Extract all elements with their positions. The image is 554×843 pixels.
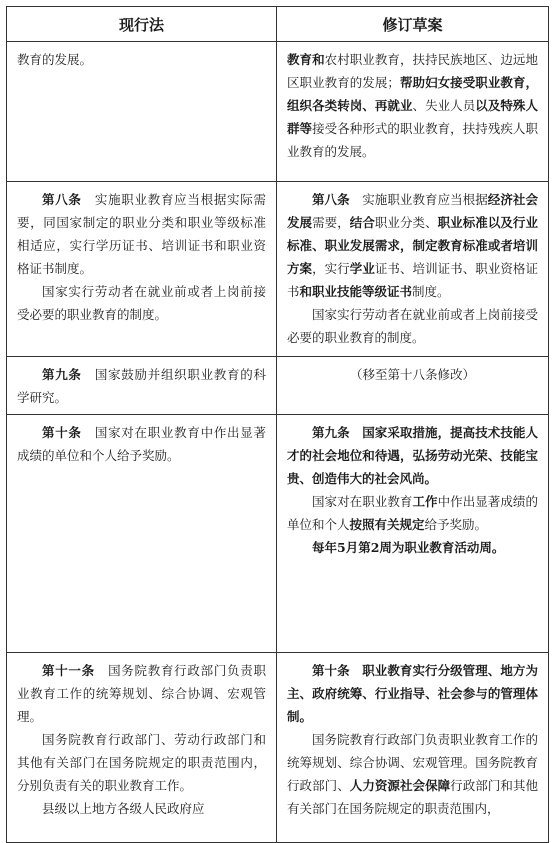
clause-text: 国务院教育行政部门、劳动行政部门和其他有关部门在国务院规定的职责范围内，分别负责有关的职业教育工作。 [17, 732, 266, 793]
clause-text: 国家对在职业教育 [312, 494, 413, 509]
clause-text: 中作出显著成绩的单位和个人 [287, 494, 538, 532]
clause-paragraph [17, 728, 266, 797]
clause-text: ，实行 [312, 261, 350, 276]
clause-paragraph [287, 421, 538, 490]
clause-text: 接受各种形式的职业教育，扶持残疾人职业教育的发展。 [287, 121, 538, 159]
revised-text-bold: 职业标准以及行业标准、职业发展需求，制定教育标准或者培训方案 [287, 215, 538, 276]
clause-paragraph [17, 280, 266, 326]
revised-text-bold: 第九条 [312, 425, 350, 440]
revised-text-bold: 第十条 [312, 663, 350, 678]
revised-text-bold: 第八条 [312, 192, 350, 207]
table-row [7, 182, 549, 357]
revised-text-bold: 学业 [349, 261, 375, 276]
header-current-law: 现行法 [7, 7, 277, 42]
clause-text: 农村职业教育，扶持民族地区、边远地区职业教育的发展； [287, 52, 538, 90]
clause-text: 教育的发展。 [17, 52, 93, 67]
clause-text: 国家实行劳动者在就业前或者上岗前接受必要的职业教育的制度。 [17, 284, 266, 322]
table-row [7, 415, 549, 653]
revised-text-bold: 结合 [349, 215, 375, 230]
clause-text: （移至第十八条修改） [349, 367, 475, 382]
revised-text-bold: 每年5月第2周为职业教育活动周。 [312, 540, 505, 555]
comparison-table [6, 6, 549, 843]
clause-text: 需要， [312, 215, 350, 230]
revised-text-bold: 教育和 [287, 52, 325, 67]
clause-paragraph [287, 303, 538, 349]
revised-draft-cell [277, 653, 549, 843]
revised-text-bold: 第十条 [42, 425, 82, 440]
revised-text-bold: 和职业技能等级证书 [299, 284, 413, 299]
clause-text: 国务院教育行政部门负责职业教育工作的统筹规划、综合协调、宏观管理。 [17, 663, 266, 724]
table-header-row [7, 7, 549, 42]
clause-text: 给予奖励。 [424, 517, 488, 532]
clause-paragraph [287, 490, 538, 536]
table-row [7, 653, 549, 843]
clause-text: 证书、培训证书、职业资格证书 [287, 261, 538, 299]
revised-text-bold: 第九条 [42, 367, 82, 382]
revised-text-bold: 按照有关规定 [349, 517, 425, 532]
clause-paragraph [287, 363, 538, 386]
revised-text-bold: 第八条 [42, 192, 82, 207]
revised-text-bold: 国家采取措施，提高技术技能人才的社会地位和待遇，弘扬劳动光荣、技能宝贵、创造伟大的社会风尚。 [287, 425, 538, 486]
revised-text-bold: 帮助妇女接受职业教育，组织 [287, 75, 538, 113]
clause-text: 职业分类、 [374, 215, 438, 230]
clause-text: 国务院教育行政部门负责职业教育工作的统筹规划、综合协调、宏观管理。国务院教育行政部门、 [287, 732, 538, 793]
revised-text-bold: 各类转岗、再就业 [312, 98, 413, 113]
clause-paragraph [287, 659, 538, 728]
clause-paragraph [287, 728, 538, 820]
current-law-cell [7, 415, 277, 653]
clause-paragraph [17, 48, 266, 71]
current-law-cell [7, 653, 277, 843]
clause-text: 行政部门和其他有关部门在国务院规定的职责范围内， [287, 778, 538, 816]
revised-text-bold: 工作 [412, 494, 438, 509]
revised-text-bold: 以及特殊人群等 [287, 98, 538, 136]
revised-draft-cell [277, 415, 549, 653]
clause-paragraph [17, 797, 266, 820]
clause-paragraph [17, 421, 266, 467]
revised-draft-cell [277, 182, 549, 357]
clause-paragraph [287, 48, 538, 163]
clause-text: 实施职业教育应当根据实际需要，同国家制定的职业分类和职业等级标准相适应，实行学历证书、培训证书和职业资格证书制度。 [17, 192, 266, 276]
clause-text: 县级以上地方各级人民政府应 [42, 801, 205, 816]
clause-text: 国家鼓励并组织职业教育的科学研究。 [17, 367, 266, 405]
clause-text: 国家实行劳动者在就业前或者上岗前接受必要的职业教育的制度。 [287, 307, 538, 345]
current-law-cell [7, 42, 277, 182]
header-revised-draft: 修订草案 [277, 7, 549, 42]
table-body [7, 42, 549, 843]
table-row [7, 357, 549, 415]
clause-text: 国家对在职业教育中作出显著成绩的单位和个人给予奖励。 [17, 425, 266, 463]
revised-text-bold: 职业教育实行分级管理、地方为主、政府统筹、行业指导、社会参与的管理体制。 [287, 663, 538, 724]
revised-text-bold: 人力资源社会保障 [349, 778, 451, 793]
revised-text-bold: 第十一条 [42, 663, 95, 678]
current-law-cell [7, 357, 277, 415]
current-law-cell [7, 182, 277, 357]
clause-paragraph [17, 363, 266, 409]
revised-draft-cell [277, 42, 549, 182]
clause-paragraph [287, 188, 538, 303]
revised-text-bold: 经济社会发展 [287, 192, 538, 230]
clause-paragraph [17, 188, 266, 280]
clause-text: 制度。 [412, 284, 450, 299]
clause-paragraph [17, 659, 266, 728]
revised-draft-cell [277, 357, 549, 415]
table-row [7, 42, 549, 182]
clause-paragraph [287, 536, 538, 559]
clause-text: 、失业人员 [412, 98, 476, 113]
clause-text: 实施职业教育应当根据 [349, 192, 488, 207]
